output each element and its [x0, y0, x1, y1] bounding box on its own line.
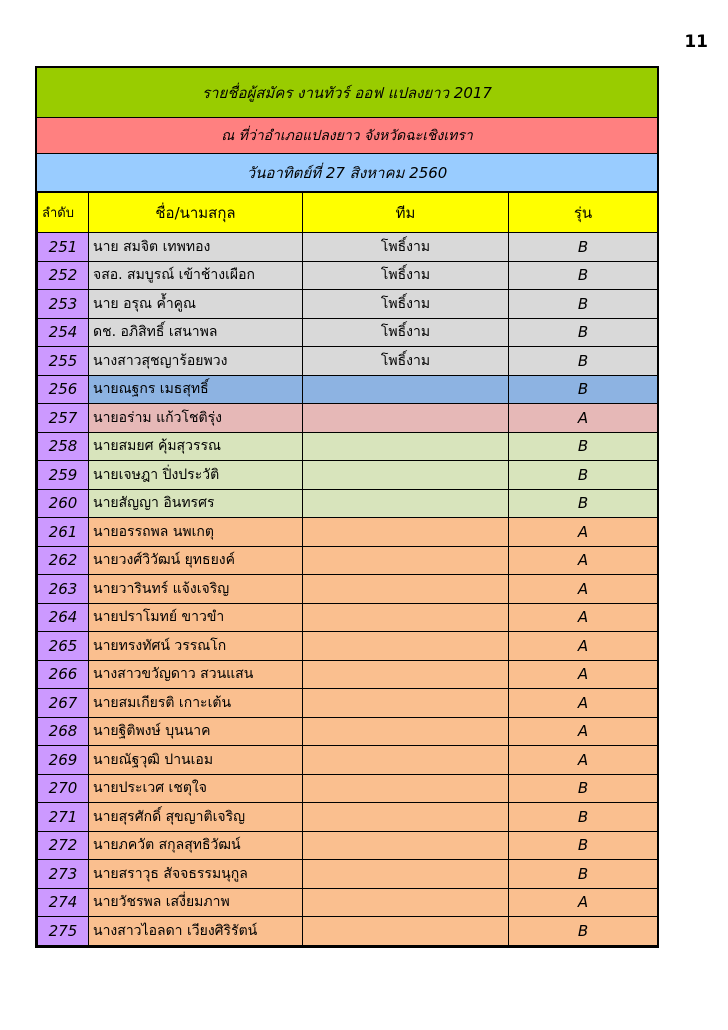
registration-sheet: [35, 66, 659, 948]
row-name: นาย อรุณ ค้ำคูณ: [89, 290, 303, 319]
row-generation: B: [509, 432, 658, 461]
table-row: [38, 717, 658, 746]
row-team: [303, 774, 509, 803]
row-number: 253: [38, 290, 89, 319]
row-team: [303, 888, 509, 917]
row-number: 254: [38, 318, 89, 347]
row-generation: B: [509, 860, 658, 889]
row-team: [303, 717, 509, 746]
row-number: 270: [38, 774, 89, 803]
column-header-team: ทีม: [303, 193, 509, 233]
row-generation: B: [509, 489, 658, 518]
row-name: นางสาวขวัญดาว สวนแสน: [89, 660, 303, 689]
table-row: [38, 803, 658, 832]
column-header-generation: รุ่น: [509, 193, 658, 233]
row-generation: B: [509, 917, 658, 946]
row-name: นายสมเกียรติ เกาะเต้น: [89, 689, 303, 718]
row-number: 262: [38, 546, 89, 575]
row-number: 269: [38, 746, 89, 775]
row-generation: B: [509, 261, 658, 290]
row-team: [303, 803, 509, 832]
sheet-date: วันอาทิตย์ที่ 27 สิงหาคม 2560: [37, 154, 657, 192]
row-team: [303, 831, 509, 860]
table-row: [38, 917, 658, 946]
table-row: [38, 233, 658, 262]
row-name: ดช. อภิสิทธิ์ เสนาพล: [89, 318, 303, 347]
row-name: นายทรงทัศน์ วรรณโก: [89, 632, 303, 661]
row-generation: A: [509, 717, 658, 746]
row-number: 258: [38, 432, 89, 461]
registrant-table: [37, 192, 658, 946]
table-row: [38, 461, 658, 490]
row-number: 256: [38, 375, 89, 404]
row-team: [303, 632, 509, 661]
row-team: โพธิ์งาม: [303, 318, 509, 347]
row-name: นายอรรถพล นพเกตุ: [89, 518, 303, 547]
row-number: 263: [38, 575, 89, 604]
row-number: 274: [38, 888, 89, 917]
sheet-title: รายชื่อผู้สมัคร งานทัวร์ ออฟ แปลงยาว 2017: [37, 68, 657, 118]
row-name: นายณัฐวุฒิ ปานเอม: [89, 746, 303, 775]
table-row: [38, 888, 658, 917]
row-generation: A: [509, 888, 658, 917]
row-team: [303, 518, 509, 547]
row-name: จสอ. สมบูรณ์ เข้าช้างเผือก: [89, 261, 303, 290]
row-generation: A: [509, 603, 658, 632]
row-name: นายสุรศักดิ์ สุขญาติเจริญ: [89, 803, 303, 832]
row-number: 255: [38, 347, 89, 376]
row-number: 266: [38, 660, 89, 689]
row-number: 264: [38, 603, 89, 632]
row-generation: A: [509, 632, 658, 661]
row-number: 261: [38, 518, 89, 547]
table-row: [38, 318, 658, 347]
row-team: โพธิ์งาม: [303, 290, 509, 319]
row-generation: A: [509, 404, 658, 433]
row-team: [303, 575, 509, 604]
row-name: นายวัชรพล เสงี่ยมภาพ: [89, 888, 303, 917]
row-generation: B: [509, 774, 658, 803]
row-name: นายอร่าม แก้วโชติรุ่ง: [89, 404, 303, 433]
row-team: [303, 917, 509, 946]
row-team: โพธิ์งาม: [303, 233, 509, 262]
row-number: 267: [38, 689, 89, 718]
table-row: [38, 831, 658, 860]
row-generation: B: [509, 375, 658, 404]
column-header-number: ลำดับ: [38, 193, 89, 233]
row-generation: B: [509, 318, 658, 347]
row-name: นายปราโมทย์ ขาวขำ: [89, 603, 303, 632]
row-team: [303, 746, 509, 775]
row-name: นายภควัต สกุลสุทธิวัฒน์: [89, 831, 303, 860]
row-number: 273: [38, 860, 89, 889]
table-row: [38, 575, 658, 604]
row-team: โพธิ์งาม: [303, 347, 509, 376]
row-number: 272: [38, 831, 89, 860]
row-number: 271: [38, 803, 89, 832]
row-number: 268: [38, 717, 89, 746]
row-generation: B: [509, 233, 658, 262]
row-team: [303, 546, 509, 575]
row-team: โพธิ์งาม: [303, 261, 509, 290]
row-team: [303, 489, 509, 518]
table-row: [38, 432, 658, 461]
table-row: [38, 375, 658, 404]
row-team: [303, 375, 509, 404]
row-generation: A: [509, 518, 658, 547]
column-header-name: ชื่อ/นามสกุล: [89, 193, 303, 233]
row-name: นายฐิติพงษ์ บุนนาค: [89, 717, 303, 746]
table-row: [38, 603, 658, 632]
row-name: นายสมยศ คุ้มสุวรรณ: [89, 432, 303, 461]
row-team: [303, 689, 509, 718]
page-number: 11: [684, 32, 708, 52]
row-generation: A: [509, 660, 658, 689]
table-row: [38, 660, 658, 689]
row-number: 251: [38, 233, 89, 262]
row-name: นาย สมจิต เทพทอง: [89, 233, 303, 262]
row-generation: B: [509, 347, 658, 376]
row-team: [303, 404, 509, 433]
table-row: [38, 774, 658, 803]
table-row: [38, 347, 658, 376]
row-name: นายวารินทร์ แจ้งเจริญ: [89, 575, 303, 604]
row-number: 257: [38, 404, 89, 433]
row-name: นายวงศ์วิวัฒน์ ยุทธยงค์: [89, 546, 303, 575]
row-generation: A: [509, 575, 658, 604]
row-team: [303, 660, 509, 689]
row-generation: B: [509, 290, 658, 319]
sheet-location: ณ ที่ว่าอำเภอแปลงยาว จังหวัดฉะเชิงเทรา: [37, 118, 657, 154]
row-team: [303, 461, 509, 490]
row-name: นายสัญญา อินทรศร: [89, 489, 303, 518]
table-header-row: [38, 193, 658, 233]
row-number: 265: [38, 632, 89, 661]
row-team: [303, 603, 509, 632]
row-name: นางสาวไอลดา เวียงศิริรัตน์: [89, 917, 303, 946]
row-generation: A: [509, 689, 658, 718]
table-row: [38, 689, 658, 718]
table-row: [38, 261, 658, 290]
row-generation: A: [509, 746, 658, 775]
row-name: นายณฐกร เมธสุทธิ์: [89, 375, 303, 404]
row-number: 275: [38, 917, 89, 946]
row-name: นายประเวศ เชตุใจ: [89, 774, 303, 803]
row-team: [303, 432, 509, 461]
table-row: [38, 860, 658, 889]
row-number: 252: [38, 261, 89, 290]
table-row: [38, 632, 658, 661]
row-name: นายเจษฎา ปิ่งประวัติ: [89, 461, 303, 490]
table-row: [38, 746, 658, 775]
table-row: [38, 404, 658, 433]
table-row: [38, 489, 658, 518]
row-generation: B: [509, 803, 658, 832]
table-row: [38, 518, 658, 547]
row-name: นางสาวสุชญาร้อยพวง: [89, 347, 303, 376]
table-row: [38, 290, 658, 319]
row-number: 259: [38, 461, 89, 490]
row-generation: A: [509, 546, 658, 575]
table-row: [38, 546, 658, 575]
row-generation: B: [509, 831, 658, 860]
row-name: นายสราวุธ สัจจธรรมนุกูล: [89, 860, 303, 889]
row-number: 260: [38, 489, 89, 518]
row-generation: B: [509, 461, 658, 490]
row-team: [303, 860, 509, 889]
